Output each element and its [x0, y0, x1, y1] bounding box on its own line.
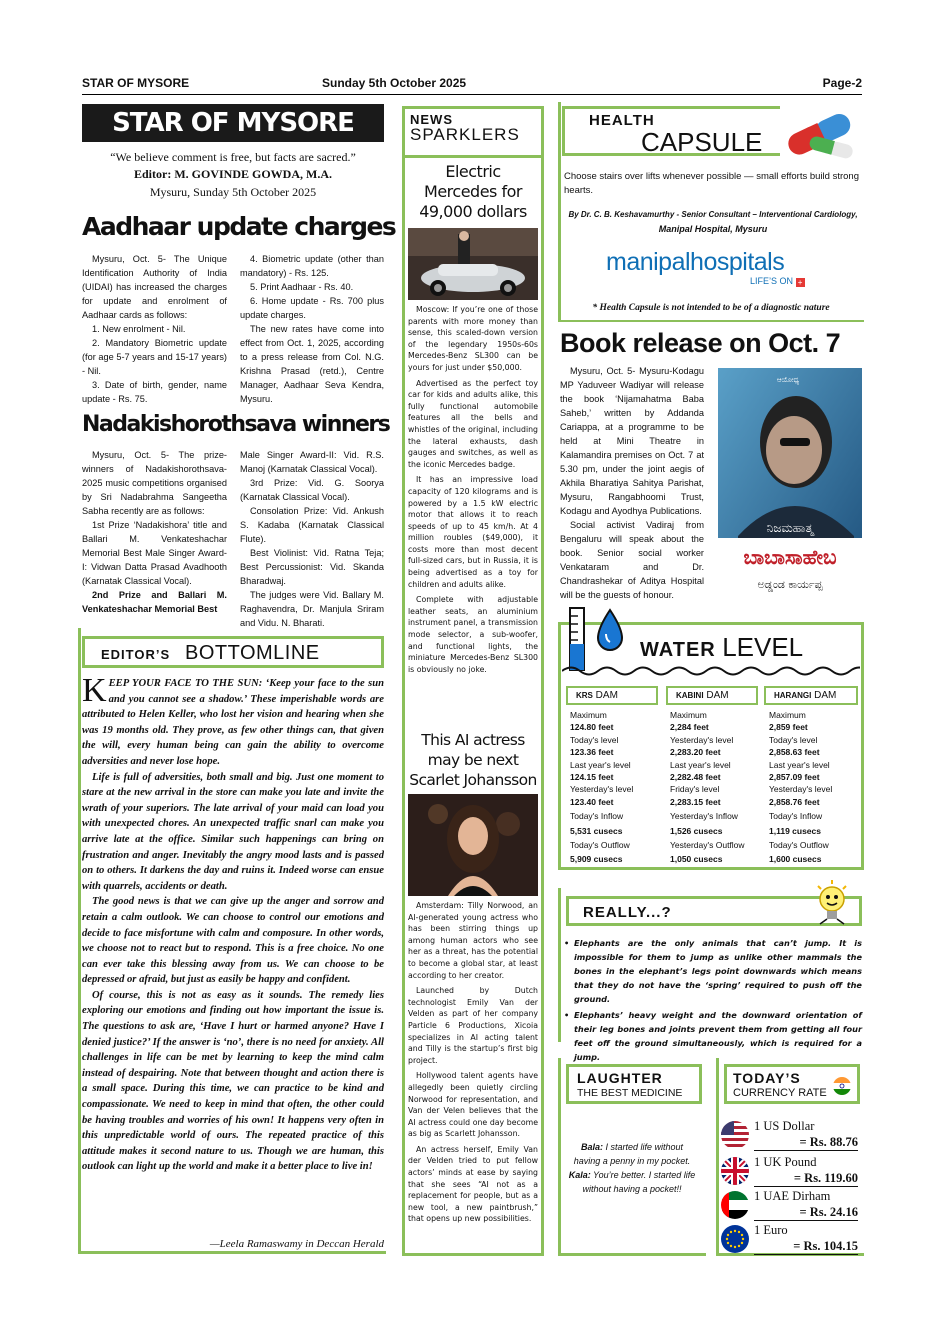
ai-actress-photo — [408, 794, 538, 896]
water-waves — [562, 664, 860, 678]
currency-tab-bold: TODAY’S — [733, 1070, 801, 1086]
plus-icon: + — [796, 278, 805, 287]
header-left: STAR OF MYSORE — [82, 76, 190, 90]
nada-para: Male Singer Award-II: Vid. R.S. Manoj (Karnatak Classical Vocal). — [240, 450, 384, 474]
currency-name: 1 UAE Dirham — [754, 1189, 831, 1203]
page-header — [82, 76, 862, 94]
aadhaar-headline: Aadhaar update charges — [82, 212, 396, 241]
header-page: Page-2 — [822, 76, 862, 90]
dam-harangi-data — [769, 709, 861, 866]
dam-label: Today's Outflow — [570, 840, 630, 851]
aadhaar-col2 — [240, 252, 384, 406]
dam-label: Today's level — [769, 734, 818, 745]
health-byline-1: By Dr. C. B. Keshavamurthy - Senior Consultant – Interventional Cardiology, — [568, 210, 858, 219]
laughter-tab-rest: THE BEST MEDICINE — [577, 1087, 683, 1099]
currency-name: 1 Euro — [754, 1223, 788, 1237]
editor-para: Life is full of adversities, both small and big. Just one moment to stare at the new arrival in the store can make you late and invite the wrath of your superiors. The late arrival of your maid can load you with unexpected chores. An unexpected traffic snarl can make you arrive late at the office. Similar such happenings can bring on frustration and anger. Inevitably the angry mood lasts and is passed on to others. It darkens the day and ruins it. Indeed worse can ensue with quarrels, accidents or death. — [82, 771, 384, 892]
uk-flag-icon — [720, 1156, 750, 1186]
currency-value: = Rs. 119.60 — [754, 1170, 858, 1187]
dam-value: 2,859 feet — [769, 722, 808, 733]
dam-name: HARANGI — [774, 691, 812, 700]
currency-value: = Rs. 104.15 — [754, 1238, 858, 1255]
fact-text: Elephants’ heavy weight and the downward orientation of their leg bones and joints prevent them from getting all four feet off the ground simultaneously, which is required for a jump. — [574, 1010, 862, 1062]
dam-value: 2,282.48 feet — [670, 772, 721, 783]
dam-label: Last year's level — [769, 759, 830, 770]
dam-suffix: DAM — [706, 690, 729, 701]
editor-text — [82, 676, 384, 1232]
news-para: Hollywood talent agents have allegedly been quietly circling Norwood for representation, and Van der Velen believes that the AI actress could one day become as big as Scarlett Johansson. — [408, 1071, 538, 1139]
news-para: Amsterdam: Tilly Norwood, an AI-generated young actress who has been stirring things up among human actors who see her as a threat, has the potential to become a global star, at least according to her creator. — [408, 901, 538, 980]
nada-col2 — [240, 448, 384, 630]
capsule-pills-icon — [780, 104, 864, 162]
cover-publisher: ಆಯೋಧ್ಯ — [776, 376, 800, 384]
rate-us-dollar — [754, 1118, 858, 1151]
news-para: Advertised as the perfect toy car for kids and adults alike, this fully functional automobile features all the bells and whistles of the original, including the lateral exhausts, dash gauges and switches, as well as the iconic Mercedes badge. — [408, 378, 538, 469]
book-story — [560, 364, 704, 602]
manipal-tagline: LIFE’S ON — [750, 276, 794, 286]
nada-para: Mysuru, Oct. 5- The prize-winners of Nadakishorothsava-2025 music competitions organised by Sri Nadabrahma Sangeetha Sabha recently are as follows: — [82, 450, 227, 516]
masthead-banner — [82, 104, 384, 142]
dam-suffix: DAM — [595, 690, 618, 701]
aadhaar-item: 5. Print Aadhaar - Rs. 40. — [250, 282, 354, 292]
editor-lead — [82, 676, 384, 770]
dam-value: 1,119 cusecs — [769, 825, 821, 836]
nada-para: 1st Prize ‘Nadakishora’ title and Ballari M. Venkateshachar Memorial Best Male Singer Award-I: Vidwan Datta Prasad Avadhooth (Karnatak Classical Vocal). — [82, 520, 227, 586]
rate-euro — [754, 1222, 858, 1255]
news-story-2 — [408, 900, 538, 1225]
india-flag-icon — [832, 1076, 852, 1096]
dam-suffix: DAM — [814, 690, 837, 701]
book-headline: Book release on Oct. 7 — [560, 328, 841, 358]
dam-label: Yesterday's Inflow — [670, 811, 738, 822]
eu-flag-icon — [720, 1224, 750, 1254]
editor-tab-rest: BOTTOMLINE — [185, 642, 320, 664]
nada-para: Best Violinist: Vid. Ratna Teja; Best Percussionist: Vid. Skanda Bharadwaj. — [240, 548, 384, 586]
health-tab-rest: CAPSULE — [641, 127, 763, 157]
water-gauge-icon — [566, 604, 630, 672]
manipal-logo-sub — [750, 276, 805, 287]
aadhaar-item: 4. Biometric update (other than mandatory) - Rs. 125. — [240, 254, 384, 278]
mercedes-photo — [408, 228, 538, 300]
health-tip: Choose stairs over lifts whenever possible — small efforts build strong hearts. — [564, 171, 859, 196]
editor-bottomline-tab — [82, 636, 384, 668]
dam-label: Today's Inflow — [570, 811, 624, 822]
cover-title-1: ನಿಜಮಹಾತ್ಮ — [766, 521, 814, 535]
really-tab-label: REALLY...? — [583, 904, 672, 921]
news-headline-2: This AI actress may be next Scarlet Johansson — [409, 731, 537, 789]
water-title-bold: WATER — [640, 639, 716, 661]
book-para: Mysuru, Oct. 5- Mysuru-Kodagu MP Yaduveer Wadiyar will release the book ‘Nijamahatma Baba Saheb,’ written by Addanda Cariappa, at a programme to be held at Mini Theatre in Kalamandira premises on Oct. 7 at 5.30 pm, under the joint aegis of Akhila Bharatiya Sahitya Parishat, Mysuru, Rangabhoomi Trust, Kodagu and Ayodhya Publications. — [560, 366, 704, 516]
dam-name: KABINI — [676, 691, 704, 700]
nada-para: The judges were Vid. Ballary M. Raghavendra, Dr. Manjula Sriram and Vidu. N. Bharati. — [240, 590, 384, 628]
dam-value: 2,858.63 feet — [769, 747, 820, 758]
masthead-title: STAR OF MYSORE — [112, 108, 354, 138]
nada-headline: Nadakishorothsava winners — [82, 412, 390, 437]
speaker: Kala: — [568, 1170, 591, 1180]
news-para: It has an impressive load capacity of 120 kilograms and is powered by a 1.5 kW electric motor that allows it to reach speeds of up to 45 km/h. At 4 million roubles ($49,000), it costs more than most decent full-sized cars, but in Russia, it is being advertised as a toy for children and adults alike. — [408, 475, 538, 589]
dam-value: 2,283.15 feet — [670, 796, 721, 807]
cover-author: ಅಡ್ಡಂಡ ಕಾರ್ಯಪ್ಪ — [757, 578, 823, 591]
bullet-icon: • — [564, 1010, 570, 1020]
dam-label: Last year's level — [670, 759, 731, 770]
laughter-tab-bold: LAUGHTER — [577, 1070, 663, 1086]
currency-name: 1 US Dollar — [754, 1119, 815, 1133]
line-text: You’re better. I started life without having a pocket!! — [582, 1170, 696, 1194]
news-divider — [402, 155, 544, 158]
nada-para: 3rd Prize: Vid. G. Soorya (Karnatak Classical Vocal). — [240, 478, 384, 502]
dam-value: 2,858.76 feet — [769, 796, 820, 807]
news-para: An actress herself, Emily Van der Velden tried to put fellow actors’ minds at ease by saying that she sees “AI not as a replacement for people, but as a new tool, a new paintbrush,” that opens up new possibilities. — [408, 1144, 538, 1224]
aadhaar-item: 3. Date of birth, gender, name update - Rs. 75. — [82, 380, 227, 404]
dam-label: Yesterday's level — [570, 784, 634, 795]
editor-lead-text: EEP YOUR FACE TO THE SUN: ‘Keep your face to the sun and you cannot see a shadow.’ These imperishable words are attributed to Helen Keller, who lost her vision and hearing when she was 19 months old. They prove, as few other things can, that given the will, every human being can gain the ability to overcome adversities and never lose hope. — [82, 678, 384, 767]
dam-label: Last year's level — [570, 759, 631, 770]
editor-tab-bold: EDITOR’S — [101, 647, 171, 662]
dam-name: KRS — [576, 691, 593, 700]
manipal-logo: manipalhospitals — [606, 248, 785, 276]
fact-item — [566, 936, 862, 1006]
water-title — [640, 632, 803, 663]
dam-label: Today's level — [570, 734, 619, 745]
aadhaar-item: 2. Mandatory Biometric update (for age 5-7 years and 15-17 years) - Nil. — [82, 338, 227, 376]
laughter-joke — [568, 1140, 696, 1196]
news-story-1 — [408, 304, 538, 675]
rate-uae-dirham — [754, 1188, 858, 1221]
fact-text: Elephants are the only animals that can’t jump. It is impossible for them to jump as unlike other mammals the bones in the elephant’s legs point downwards which means that they do not have the ‘spring’ required to push off the ground. — [574, 938, 862, 1004]
masthead-motto: “We believe comment is free, but facts are sacred.” — [110, 150, 356, 164]
aadhaar-para: Mysuru, Oct. 5- The Unique Identification Authority of India (UIDAI) has increased the charges for update and enrolment of Aadhaar cards as follows: — [82, 254, 227, 320]
dam-value: 123.40 feet — [570, 796, 614, 807]
header-date: Sunday 5th October 2025 — [322, 76, 467, 90]
dam-label: Today's Outflow — [769, 840, 829, 851]
news-para: Moscow: If you’re one of those parents with more money than sense, this scaled-down version of the legendary 1950s-60s Mercedes-Benz SL300 can be yours for just under $50,000. — [408, 305, 538, 372]
dam-harangi-tab — [764, 686, 858, 705]
editor-para: Of course, this is not as easy as it sounds. The remedy lies exploring our emotions and finding out how important the issue is. The questions to ask are, ‘Have I hurt or harmed anyone? Have I denied justice?’ If the answer is ‘no’, there is no need for anxiety. All challenges in life can be met by learning to keep the mind calm instead of despairing. Note that between thought and action there is a small space. During this time, we can practice to be kind and compassionate. We need to keep in mind that often, the other could be having troubles and worries of his own! It happens very often in this unpredictable world of ours. The repeated practice of this attitude makes it second nature to us. Though we are human, this outlook can light up the world and make it a better place to live in! — [82, 989, 384, 1173]
dam-value: 2,283.20 feet — [670, 747, 721, 758]
line-text: I started life without having a penny in my pocket. — [573, 1142, 691, 1166]
dam-value: 124.15 feet — [570, 772, 614, 783]
dam-label: Maximum — [570, 710, 607, 720]
cover-title-2: ಬಾಬಾಸಾಹೇಬ — [743, 545, 837, 569]
dam-kabini-data — [670, 709, 764, 866]
nada-para: 2nd Prize and Ballari M. Venkateshachar Memorial Best — [82, 590, 227, 614]
aadhaar-col1 — [82, 252, 227, 406]
news-tab — [410, 112, 520, 145]
dam-label: Yesterday's level — [769, 784, 833, 795]
masthead-editor: Editor: M. GOVINDE GOWDA, M.A. — [134, 167, 332, 181]
dam-label: Yesterday's Outflow — [670, 840, 745, 851]
dam-kabini-tab — [666, 686, 758, 705]
nada-col1 — [82, 448, 227, 616]
dam-value: 5,909 cusecs — [570, 854, 623, 865]
nada-para: Consolation Prize: Vid. Ankush S. Kadaba (Karnatak Classical Flute). — [240, 506, 384, 544]
lightbulb-icon — [812, 880, 852, 926]
currency-name: 1 UK Pound — [754, 1155, 817, 1169]
dam-value: 5,531 cusecs — [570, 825, 623, 836]
uae-flag-icon — [720, 1190, 750, 1220]
health-tab — [562, 106, 780, 156]
dam-label: Yesterday's level — [670, 734, 734, 745]
book-cover — [718, 368, 862, 598]
dam-value: 2,857.09 feet — [769, 772, 820, 783]
news-para: Launched by Dutch technologist Emily Van der Velden as part of her company Particle 6 Productions, Xicoia specializes in AI acting talent and Tilly is the startup’s first big project. — [408, 986, 538, 1065]
dam-value: 124.80 feet — [570, 722, 614, 733]
dam-value: 1,600 cusecs — [769, 854, 822, 865]
dam-label: Maximum — [769, 710, 806, 720]
joke-line-1 — [568, 1140, 696, 1168]
aadhaar-para: The new rates have come into effect from Oct. 1, 2025, according to a press release from Col. N.G. Krishna Prasad (retd.), Centre Manager, Aadhaar Seva Kendra, Mysuru. — [240, 324, 384, 404]
speaker: Bala: — [580, 1142, 603, 1152]
dam-value: 1,526 cusecs — [670, 825, 723, 836]
aadhaar-item: 1. New enrolment - Nil. — [92, 324, 186, 334]
news-headline-1: Electric Mercedes for 49,000 dollars — [419, 162, 527, 221]
health-disclaimer: * Health Capsule is not intended to be of a diagnostic nature — [592, 303, 830, 313]
dam-value: 123.36 feet — [570, 747, 614, 758]
dam-krs-data — [570, 709, 664, 866]
header-rule — [82, 94, 862, 95]
editor-byline: —Leela Ramaswamy in Deccan Herald — [209, 1238, 384, 1250]
dam-label: Maximum — [670, 710, 707, 720]
currency-value: = Rs. 24.16 — [754, 1204, 858, 1221]
health-byline-2: Manipal Hospital, Mysuru — [658, 224, 768, 234]
news-tab-bold: NEWS — [410, 112, 453, 127]
news-para: Complete with adjustable leather seats, an aluminium instrument panel, a transmission mode selector, a sub-woofer, and functional lights, the miniature Mercedes-Benz SL300 is obviously no joke. — [408, 595, 538, 674]
really-facts — [566, 936, 862, 1064]
dam-value: 2,284 feet — [670, 722, 709, 733]
health-tab-bold: HEALTH — [589, 112, 655, 129]
book-para: Social activist Vadiraj from Bengaluru will speak about the book. Senior social worker Venkataram and Dr. Chandrashekar of Aditya Hospital will be the guests of honour. — [560, 520, 704, 600]
editor-dropcap: K — [82, 676, 107, 709]
dam-label: Friday's level — [670, 784, 720, 795]
currency-value: = Rs. 88.76 — [754, 1134, 858, 1151]
dam-label: Today's Inflow — [769, 811, 823, 822]
masthead-dateline: Mysuru, Sunday 5th October 2025 — [149, 185, 317, 199]
news-tab-rest: SPARKLERS — [410, 125, 520, 144]
editor-para: The good news is that we can give up the anger and sorrow and retain a calm outlook. We can choose to control our emotions and decide to face misfortune with calm and composure. In other words, we choose not to react but to respond. This is a free choice. No one can ever take this blessing away from us. We can choose to be depressed or afraid, but just as easily be happy and confident. — [82, 896, 384, 986]
laughter-tab — [566, 1064, 702, 1104]
dam-krs-tab — [566, 686, 658, 705]
fact-item — [566, 1008, 862, 1064]
aadhaar-item: 6. Home update - Rs. 700 plus update charges. — [240, 296, 384, 320]
us-flag-icon — [720, 1120, 750, 1150]
joke-line-2 — [568, 1168, 696, 1196]
bullet-icon: • — [564, 938, 570, 948]
rate-uk-pound — [754, 1154, 858, 1187]
dam-value: 1,050 cusecs — [670, 854, 723, 865]
water-title-rest: LEVEL — [722, 632, 804, 662]
currency-tab-rest: CURRENCY RATE — [733, 1087, 827, 1099]
